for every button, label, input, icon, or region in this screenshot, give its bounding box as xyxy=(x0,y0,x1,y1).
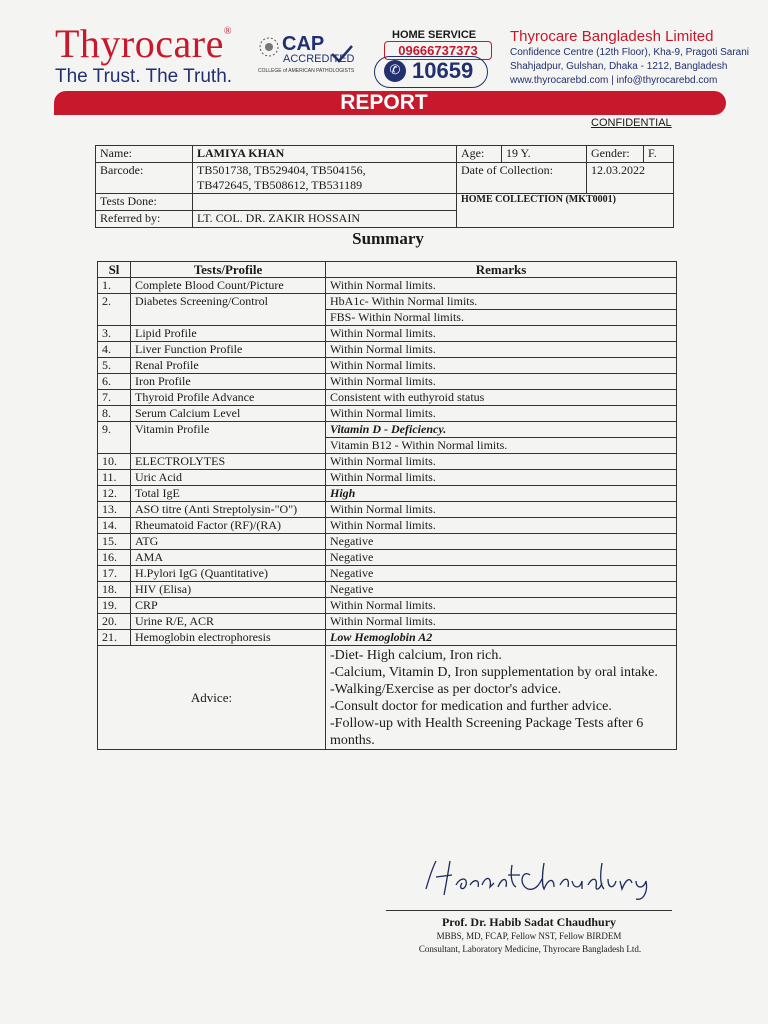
table-row xyxy=(98,470,677,486)
row-test: Uric Acid xyxy=(131,470,326,486)
table-row xyxy=(98,598,677,614)
table-row xyxy=(98,486,677,502)
signatory-name: Prof. Dr. Habib Sadat Chaudhury xyxy=(441,915,617,929)
cap-seal-icon xyxy=(258,36,280,58)
row-sl: 1. xyxy=(98,278,131,294)
advice-list xyxy=(326,646,677,750)
referred-label: Referred by: xyxy=(96,211,193,228)
row-test: Serum Calcium Level xyxy=(131,406,326,422)
table-row xyxy=(98,294,677,310)
cap-word: CAP xyxy=(282,33,325,55)
age-label: Age: xyxy=(457,146,502,163)
row-sl: 12. xyxy=(98,486,131,502)
collection-date: 12.03.2022 xyxy=(587,163,674,194)
referred-by: LT. COL. DR. ZAKIR HOSSAIN xyxy=(193,211,457,228)
short-code: 10659 xyxy=(412,58,474,83)
advice-item: -Consult doctor for medication and further advice. xyxy=(330,699,612,714)
table-row xyxy=(98,326,677,342)
tests-done-label: Tests Done: xyxy=(96,194,193,211)
advice-item: -Diet- High calcium, Iron rich. xyxy=(330,648,502,663)
row-sl: 4. xyxy=(98,342,131,358)
signatory-role: Consultant, Laboratory Medicine, Thyrocare Bangladesh Ltd. xyxy=(418,944,642,954)
table-row xyxy=(98,358,677,374)
patient-name: LAMIYA KHAN xyxy=(193,146,457,163)
row-test: AMA xyxy=(131,550,326,566)
table-row xyxy=(98,422,677,438)
company-address-1: Confidence Centre (12th Floor), Kha-9, Pragoti Sarani xyxy=(510,47,750,58)
row-test: ELECTROLYTES xyxy=(131,454,326,470)
company-address-2: Shahjadpur, Gulshan, Dhaka - 1212, Bangladesh xyxy=(510,61,728,72)
summary-title: Summary xyxy=(352,229,424,248)
row-sl: 15. xyxy=(98,534,131,550)
table-row xyxy=(98,630,677,646)
table-row xyxy=(98,278,677,294)
name-label: Name: xyxy=(96,146,193,163)
report-title: REPORT xyxy=(340,91,428,114)
row-test: Thyroid Profile Advance xyxy=(131,390,326,406)
tests-done-value xyxy=(193,194,457,211)
row-test: ATG xyxy=(131,534,326,550)
table-row xyxy=(98,614,677,630)
tagline: The Trust. The Truth. xyxy=(55,66,233,87)
row-remark-2: FBS- Within Normal limits. xyxy=(326,310,677,326)
phone-icon: ✆ xyxy=(384,60,406,82)
patient-gender: F. xyxy=(644,146,674,163)
home-collection: HOME COLLECTION (MKT0001) xyxy=(457,194,674,228)
row-remark: Within Normal limits. xyxy=(326,406,677,422)
table-row xyxy=(98,550,677,566)
row-test: Urine R/E, ACR xyxy=(131,614,326,630)
signature-handwriting xyxy=(422,855,662,901)
table-row xyxy=(98,534,677,550)
patient-age: 19 Y. xyxy=(502,146,587,163)
row-remark: HbA1c- Within Normal limits. xyxy=(326,294,677,310)
row-sl: 3. xyxy=(98,326,131,342)
row-sl: 16. xyxy=(98,550,131,566)
table-row xyxy=(98,566,677,582)
row-remark: Within Normal limits. xyxy=(326,518,677,534)
row-test: Liver Function Profile xyxy=(131,342,326,358)
advice-label: Advice: xyxy=(98,646,326,750)
row-test: Rheumatoid Factor (RF)/(RA) xyxy=(131,518,326,534)
table-row xyxy=(98,502,677,518)
table-row xyxy=(98,582,677,598)
row-test: Diabetes Screening/Control xyxy=(131,294,326,326)
row-remark: Within Normal limits. xyxy=(326,358,677,374)
cap-accredited: ACCREDITED xyxy=(283,53,355,65)
row-sl: 17. xyxy=(98,566,131,582)
row-remark: Within Normal limits. xyxy=(326,342,677,358)
table-row xyxy=(98,342,677,358)
row-remark: Negative xyxy=(326,582,677,598)
row-test: ASO titre (Anti Streptolysin-"O") xyxy=(131,502,326,518)
row-test: Iron Profile xyxy=(131,374,326,390)
home-service-title: HOME SERVICE xyxy=(392,29,477,41)
confidential-label: CONFIDENTIAL xyxy=(591,117,672,129)
row-sl: 10. xyxy=(98,454,131,470)
row-remark: Negative xyxy=(326,566,677,582)
row-remark: Within Normal limits. xyxy=(326,326,677,342)
table-row xyxy=(98,518,677,534)
row-test: Renal Profile xyxy=(131,358,326,374)
row-test: H.Pylori IgG (Quantitative) xyxy=(131,566,326,582)
table-row xyxy=(98,390,677,406)
table-row xyxy=(98,454,677,470)
row-remark-2: Vitamin B12 - Within Normal limits. xyxy=(326,438,677,454)
row-remark: Low Hemoglobin A2 xyxy=(326,630,677,646)
table-row xyxy=(98,374,677,390)
row-remark: Vitamin D - Deficiency. xyxy=(326,422,677,438)
row-sl: 8. xyxy=(98,406,131,422)
company-web-email: www.thyrocarebd.com | info@thyrocarebd.com xyxy=(510,75,718,86)
advice-item: -Calcium, Vitamin D, Iron supplementation by oral intake. xyxy=(330,665,658,680)
row-remark: Within Normal limits. xyxy=(326,374,677,390)
col-test: Tests/Profile xyxy=(131,262,326,278)
row-sl: 20. xyxy=(98,614,131,630)
home-service-phone: 09666737373 xyxy=(384,41,492,60)
row-test: Hemoglobin electrophoresis xyxy=(131,630,326,646)
summary-table xyxy=(97,261,677,750)
gender-label: Gender: xyxy=(587,146,644,163)
row-sl: 11. xyxy=(98,470,131,486)
barcode-value: TB501738, TB529404, TB504156, TB472645, TB508612, TB531189 xyxy=(193,163,457,194)
col-remarks: Remarks xyxy=(326,262,677,278)
row-sl: 21. xyxy=(98,630,131,646)
row-sl: 19. xyxy=(98,598,131,614)
row-sl: 9. xyxy=(98,422,131,454)
row-remark: Negative xyxy=(326,550,677,566)
col-sl: Sl xyxy=(98,262,131,278)
row-remark: High xyxy=(326,486,677,502)
row-test: Lipid Profile xyxy=(131,326,326,342)
cap-subtitle: COLLEGE of AMERICAN PATHOLOGISTS xyxy=(258,68,355,74)
row-remark: Within Normal limits. xyxy=(326,598,677,614)
row-test: Total IgE xyxy=(131,486,326,502)
row-test: Complete Blood Count/Picture xyxy=(131,278,326,294)
barcode-label: Barcode: xyxy=(96,163,193,194)
advice-item: -Walking/Exercise as per doctor's advice. xyxy=(330,682,562,697)
patient-info-table xyxy=(95,145,674,228)
collection-label: Date of Collection: xyxy=(457,163,587,194)
table-row xyxy=(98,406,677,422)
row-test: Vitamin Profile xyxy=(131,422,326,454)
row-remark: Within Normal limits. xyxy=(326,614,677,630)
row-remark: Within Normal limits. xyxy=(326,454,677,470)
row-sl: 2. xyxy=(98,294,131,326)
signatory-credentials: MBBS, MD, FCAP, Fellow NST, Fellow BIRDEM xyxy=(436,931,622,941)
row-remark: Within Normal limits. xyxy=(326,502,677,518)
advice-item: -Follow-up with Health Screening Package Tests after 6 months. xyxy=(330,716,644,748)
row-remark: Within Normal limits. xyxy=(326,470,677,486)
row-sl: 5. xyxy=(98,358,131,374)
row-sl: 14. xyxy=(98,518,131,534)
row-remark: Consistent with euthyroid status xyxy=(326,390,677,406)
row-test: HIV (Elisa) xyxy=(131,582,326,598)
row-sl: 7. xyxy=(98,390,131,406)
row-remark: Within Normal limits. xyxy=(326,278,677,294)
row-sl: 6. xyxy=(98,374,131,390)
row-sl: 18. xyxy=(98,582,131,598)
row-sl: 13. xyxy=(98,502,131,518)
thyrocare-logo: Thyrocare® xyxy=(55,21,232,66)
row-remark: Negative xyxy=(326,534,677,550)
row-test: CRP xyxy=(131,598,326,614)
company-name: Thyrocare Bangladesh Limited xyxy=(510,28,714,45)
signature-line xyxy=(386,910,672,911)
